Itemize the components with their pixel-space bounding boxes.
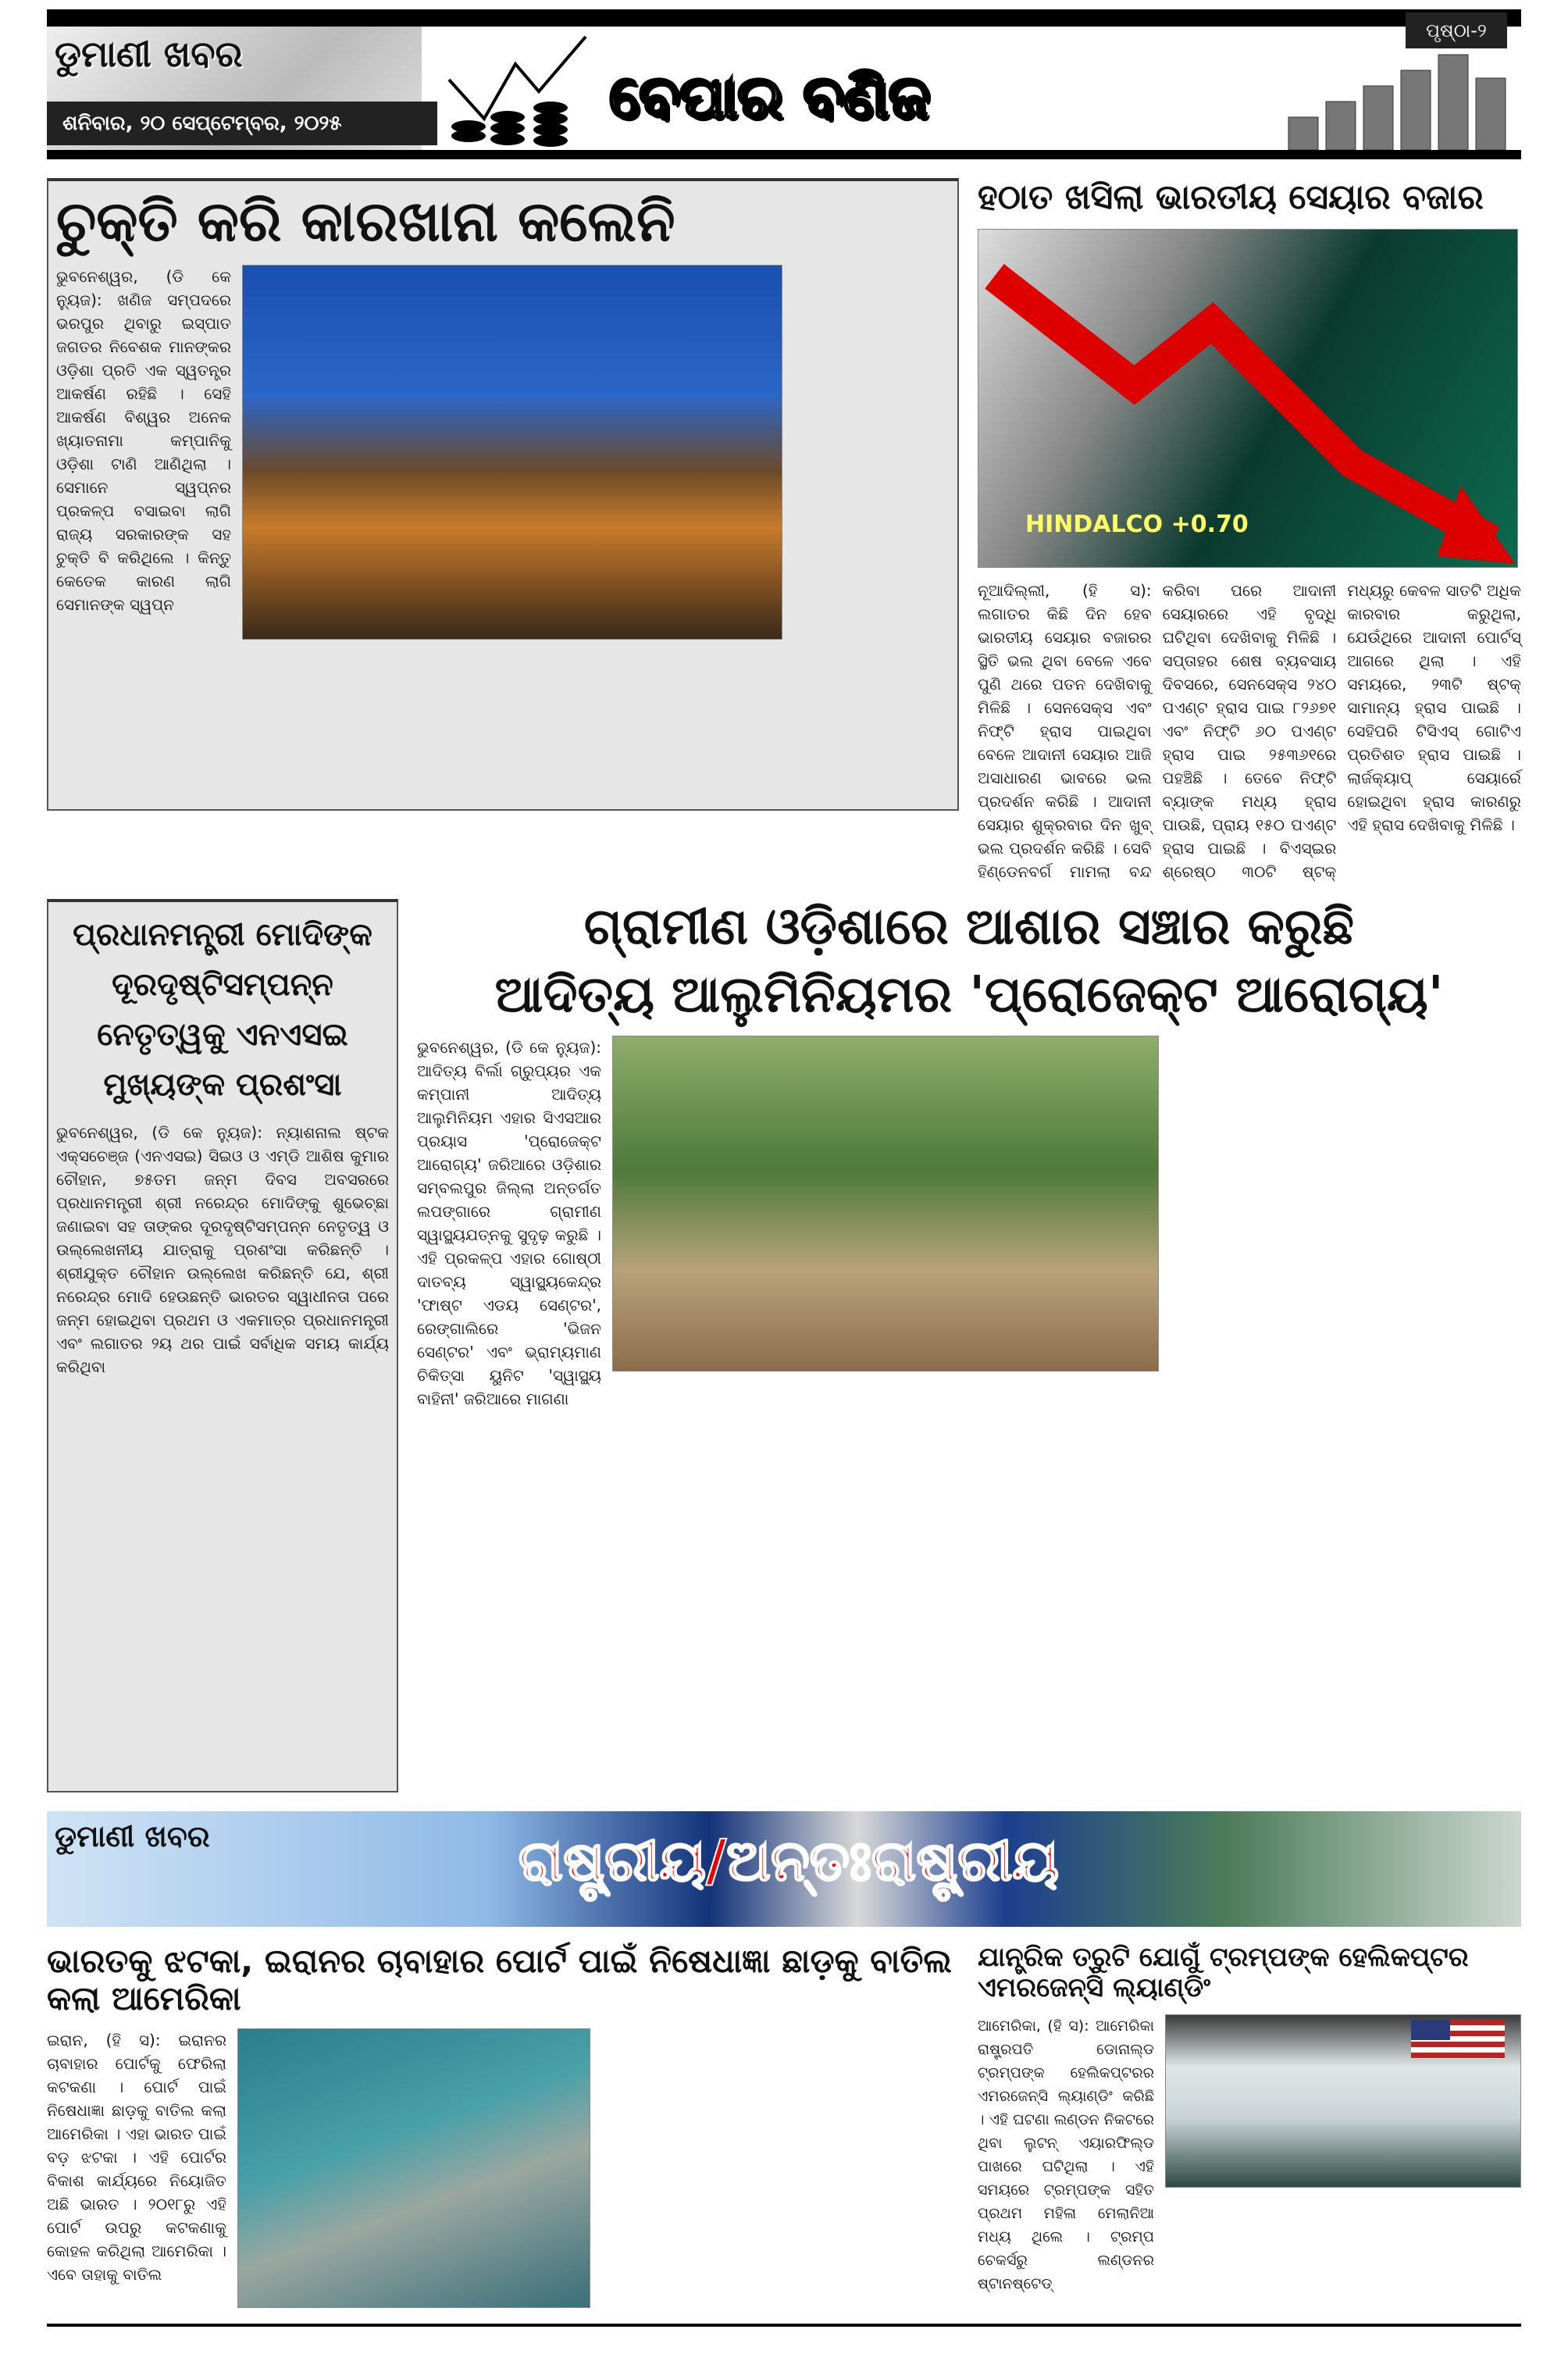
article-headline-share-market: ହଠାତ ଖସିଲା ଭାରତୀୟ ସେୟାର ବଜାର: [978, 177, 1484, 217]
steel-plant-photo: [242, 265, 782, 640]
ticker-text: HINDALCO +0.70: [1025, 510, 1249, 538]
article-project-arogya: [417, 899, 1521, 1411]
port-aerial-photo: [237, 2028, 590, 2308]
masthead: [47, 9, 1521, 162]
article-trump-helicopter: [978, 1942, 1521, 2295]
article-chabahar: [47, 1942, 959, 2309]
article-body-trump-helicopter: ଆମେରିକା, (ହି ସ): ଆମେରିକା ରାଷ୍ଟ୍ରପତି ଡୋନାଲ୍ଡ ଟ୍ରମ୍ପଙ୍କ ହେଲିକପ୍ଟରର ଏମରଜେନ୍ସି ଲ୍ୟାଣ୍ଡିଂ କରିଛି । ଏହି ଘଟଣା ଲଣ୍ଡନ ନିକଟରେ ଥିବା ଲୁଟନ୍ ଏୟାରଫିଲ୍ଡ ପାଖରେ ଘଟିଥିଲା । ଏହି ସମୟରେ ଟ୍ରମ୍ପଙ୍କ ସହିତ ପ୍ରଥମ ମହିଳା ମେଲାନିଆ ମଧ୍ୟ ଥିଲେ । ଟ୍ରମ୍ପ ଚେକର୍ସରୁ ଲଣ୍ଡନର ଷ୍ଟାନଷ୍ଟେଡ୍: [978, 2017, 1155, 2292]
coin-stacks-image: [1281, 31, 1515, 150]
section-title: ବେପାର ବଣିଜ: [609, 62, 929, 131]
helicopter-photo: [1165, 2014, 1521, 2188]
article-headline-line1: ଗ୍ରାମୀଣ ଓଡ଼ିଶାରେ ଆଶାର ସଞ୍ଚାର କରୁଛି: [583, 897, 1355, 956]
us-flag-icon: [1411, 2020, 1505, 2059]
article-headline: ପ୍ରଧାନମନ୍ତ୍ରୀ ମୋଦିଙ୍କ ଦୂରଦୃଷ୍ଟିସମ୍ପନ୍ନ ନେତୃତ୍ୱକୁ ଏନଏସଇ ମୁଖ୍ୟଙ୍କ ପ୍ରଶଂସା: [73, 916, 372, 1103]
newspaper-logo: ଡୁମାଣୀ ଖବର: [55, 33, 243, 75]
top-stories-row: [47, 178, 1521, 883]
middle-stories-row: [47, 899, 1521, 1792]
article-body-chabahar: ଇରାନ, (ହି ସ): ଇରାନର ଚାବାହାର ପୋର୍ଟକୁ ଫେରିଲା କଟକଣା । ପୋର୍ଟ ପାଇଁ ନିଷେଧାଜ୍ଞା ଛାଡ଼କୁ ବାତିଲ କଲା ଆମେରିକା । ଏହା ଭାରତ ପାଇଁ ବଡ଼ ଝଟକା । ଏହି ପୋର୍ଟର ବିକାଶ କାର୍ଯ୍ୟରେ ନିୟୋଜିତ ଅଛି ଭାରତ । ୨୦୧୮ରୁ ଏହି ପୋର୍ଟ ଉପରୁ କଟକଣାକୁ କୋହଳ କରିଥିଲା ଆମେରିକା । ଏବେ ତାହାକୁ ବାତିଲ: [47, 2031, 226, 2285]
article-body: ଭୁବନେଶ୍ୱର, (ଡି କେ ନ୍ୟୁଜ): ନ୍ୟାଶନାଲ ଷ୍ଟକ ଏକ୍ସଚେଞ୍ଜ (ଏନଏସଇ) ସିଇଓ ଓ ଏମ୍ଡି ଆଶିଷ କୁମାର ଚୌହାନ, ୭୫ତମ ଜନ୍ମ ଦିବସ ଅବସରରେ ପ୍ରଧାନମନ୍ତ୍ରୀ ଶ୍ରୀ ନରେନ୍ଦ୍ର ମୋଦିଙ୍କୁ ଶୁଭେଚ୍ଛା ଜଣାଇବା ସହ ତାଙ୍କର ଦୂରଦୃଷ୍ଟିସମ୍ପନ୍ନ ନେତୃତ୍ୱ ଓ ଉଲ୍ଲେଖନୀୟ ଯାତ୍ରାକୁ ପ୍ରଶଂସା କରିଛନ୍ତି । ଶ୍ରୀଯୁକ୍ତ ଚୌହାନ ଉଲ୍ଲେଖ କରିଛନ୍ତି ଯେ, ଶ୍ରୀ ନରେନ୍ଦ୍ର ମୋଦି ହେଉଛନ୍ତି ଭାରତର ସ୍ୱାଧୀନତା ପରେ ଜନ୍ମ ହୋଇଥିବା ପ୍ରଥମ ଓ ଏକମାତ୍ର ପ୍ରଧାନମନ୍ତ୍ରୀ ଏବଂ ଲଗାତର ୨ୟ ଥର ପାଇଁ ସର୍ବାଧିକ ସମୟ କାର୍ଯ୍ୟ କରିଥିବା: [56, 1122, 389, 1376]
national-international-banner: [47, 1811, 1521, 1927]
article-factory-agreements: [47, 178, 959, 811]
article-share-market: [978, 178, 1521, 883]
page-number-badge: ପୃଷ୍ଠା-୨: [1406, 12, 1507, 48]
banner-title: ରାଷ୍ଟ୍ରୀୟ/ଅନ୍ତଃରାଷ୍ଟ୍ରୀୟ: [518, 1827, 1060, 1893]
article-headline-chabahar: ଭାରତକୁ ଝଟକା, ଇରାନର ଚାବାହାର ପୋର୍ଟ ପାଇଁ ନିଷେଧାଜ୍ଞା ଛାଡ଼କୁ ବାତିଲ କଲା ଆମେରିକା: [47, 1941, 952, 2017]
stock-market-crash-photo: [978, 229, 1518, 568]
masthead-bottom-bar: [47, 150, 1521, 159]
article-body-share-market: ନୂଆଦିଲ୍ଲୀ, (ହି ସ): ଲଗାତର କିଛି ଦିନ ହେବ ଭାରତୀୟ ସେୟାର ବଜାରର ସ୍ଥିତି ଭଲ ଥିବା ବେଳେ ଏବେ ପୁଣି ଥରେ ପତନ ଦେଖିବାକୁ ମିଳିଛି । ସେନସେକ୍ସ ଏବଂ ନିଫ୍ଟି ହ୍ରାସ ପାଇଥିବା ବେଳେ ଆଦାନୀ ସେୟାର ଆଜି ଅସାଧାରଣ ଭାବରେ ଭଲ ପ୍ରଦର୍ଶନ କରିଛି । ଆଦାନୀ ସେୟାର ଶୁକ୍ରବାର ଦିନ ଖୁବ୍ ଭଲ ପ୍ରଦର୍ଶନ କରିଛି । ସେବି ହିଣ୍ଡେନବର୍ଗ ମାମଲା ବନ୍ଦ କରିବା ପରେ ଆଦାନୀ ସେୟାରରେ ଏହି ବୃଦ୍ଧି ଘଟିଥିବା ଦେଖିବାକୁ ମିଳିଛି । ସପ୍ତାହର ଶେଷ ବ୍ୟବସାୟ ଦିବସରେ, ସେନସେକ୍ସ ୨୪୦ ପଏଣ୍ଟ ହ୍ରାସ ପାଇ ୮୨୬୭୧ ଏବଂ ନିଫ୍ଟି ୬୦ ପଏଣ୍ଟ ହ୍ରାସ ପାଇ ୨୫୩୬୧ରେ ପହଞ୍ଚିଛି । ତେବେ ନିଫ୍ଟି ବ୍ୟାଙ୍କ ମଧ୍ୟ ହ୍ରାସ ପାଉଛି, ପ୍ରାୟ ୧୫୦ ପଏଣ୍ଟ ହ୍ରାସ ପାଇଛି । ବିଏସ୍ଇର ଶ୍ରେଷ୍ଠ ୩୦ଟି ଷ୍ଟକ୍ ମଧ୍ୟରୁ କେବଳ ସାତଟି ଅଧିକ କାରବାର କରୁଥିଲା, ଯେଉଁଥିରେ ଆଦାନୀ ପୋର୍ଟସ୍ ଆଗରେ ଥିଲା । ଏହି ସମୟରେ, ୨୩ଟି ଷ୍ଟକ୍ ସାମାନ୍ୟ ହ୍ରାସ ପାଇଛି । ସେହିପରି ଟିସିଏସ୍ ଗୋଟିଏ ପ୍ରତିଶତ ହ୍ରାସ ପାଇଛି । ଲାର୍ଜକ୍ୟାପ୍ ସେୟାର୍ରେ ହୋଇଥିବା ହ୍ରାସ କାରଣରୁ ଏହି ହ୍ରାସ ଦେଖିବାକୁ ମିଳିଛି ।: [978, 580, 1521, 881]
bottom-stories-row: [47, 1942, 1521, 2309]
article-headline: ଚୁକ୍ତି କରି କାରଖାନା କଲେନି: [56, 188, 675, 254]
masthead-top-bar: [47, 9, 1521, 27]
article-headline-line2: ଆଦିତ୍ୟ ଆଲୁମିନିୟମର 'ପ୍ରୋଜେକ୍ଟ ଆରୋଗ୍ୟ': [494, 966, 1444, 1025]
article-headline-trump-helicopter: ଯାନ୍ତ୍ରିକ ତ୍ରୁଟି ଯୋଗୁଁ ଟ୍ରମ୍ପଙ୍କ ହେଲିକପ୍ଟର ଏମରଜେନ୍ସି ଲ୍ୟାଣ୍ଡିଂ: [978, 1941, 1469, 2003]
page-bottom-rule: [47, 2324, 1521, 2327]
article-body: ଭୁବନେଶ୍ୱର, (ଡି କେ ନ୍ୟୁଜ): ଖଣିଜ ସମ୍ପଦରେ ଭରପୁର ଥିବାରୁ ଇସ୍ପାତ ଜଗତର ନିବେଶକ ମାନଙ୍କର ଓଡ଼ିଶା ପ୍ରତି ଏକ ସ୍ୱତନ୍ତ୍ର ଆକର୍ଷଣ ରହିଛି । ସେହି ଆକର୍ଷଣ ବିଶ୍ୱର ଅନେକ ଖ୍ୟାତନାମା କମ୍ପାନିକୁ ଓଡ଼ିଶା ଟାଣି ଆଣିଥିଲା । ସେମାନେ ସ୍ୱପ୍ନର ପ୍ରକଳ୍ପ ବସାଇବା ଲାଗି ରାଜ୍ୟ ସରକାରଙ୍କ ସହ ଚୁକ୍ତି ବି କରିଥିଲେ । କିନ୍ତୁ କେତେକ କାରଣ ଲାଗି ସେମାନଙ୍କ ସ୍ୱପ୍ନ: [56, 266, 231, 614]
health-camp-photo: [612, 1036, 1159, 1372]
article-nse-praise: [47, 899, 398, 1792]
rising-coins-chart-icon: [445, 33, 593, 150]
issue-date: ଶନିବାର, ୨୦ ସେପ୍ଟେମ୍ବର, ୨୦୨୫: [47, 102, 437, 145]
banner-logo: ଡୁମାଣୀ ଖବର: [55, 1818, 210, 1853]
article-body-project-arogya: ଭୁବନେଶ୍ୱର, (ଡି କେ ନ୍ୟୁଜ): ଆଦିତ୍ୟ ବିର୍ଲା ଗ୍ରୁପ୍ୟର ଏକ କମ୍ପାନୀ ଆଦିତ୍ୟ ଆଲୁମିନିୟମ ଏହାର ସିଏସଆର ପ୍ରୟାସ 'ପ୍ରୋଜେକ୍ଟ ଆରୋଗ୍ୟ' ଜରିଆରେ ଓଡ଼ିଶାର ସମ୍ବଲପୁର ଜିଲ୍ଲା ଅନ୍ତର୍ଗତ ଲପଙ୍ଗାରେ ଗ୍ରାମୀଣ ସ୍ୱାସ୍ଥ୍ୟଯତ୍ନକୁ ସୁଦୃଢ଼ କରୁଛି । ଏହି ପ୍ରକଳ୍ପ ଏହାର ଗୋଷ୍ଠୀ ଦାତବ୍ୟ ସ୍ୱାସ୍ଥ୍ୟକେନ୍ଦ୍ର 'ଫାଷ୍ଟ ଏଡୟ ସେଣ୍ଟର', ରେଙ୍ଗାଲିରେ 'ଭିଜନ ସେଣ୍ଟର' ଏବଂ ଭ୍ରାମ୍ୟମାଣ ଚିକିତ୍ସା ୟୁନିଟ 'ସ୍ୱାସ୍ଥ୍ୟ ବାହିନୀ' ଜରିଆରେ ମାଗଣା: [417, 1037, 601, 1408]
